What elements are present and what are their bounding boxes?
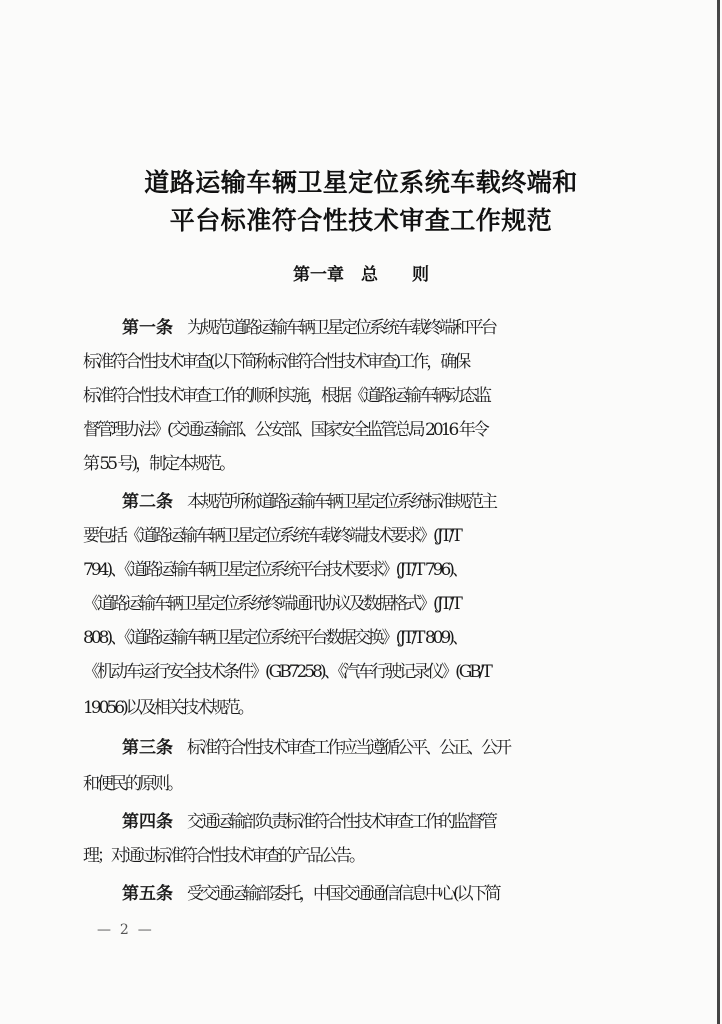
article-1-line-4: 督管理办法》(交通运输部、公安部、国家安全监管总局 2016 年令 (83, 420, 487, 440)
article-2-line-4: 《道路运输车辆卫星定位系统终端通讯协议及数据格式》(JT/T (83, 594, 460, 614)
article-4-label: 第四条 (122, 812, 173, 832)
scan-edge (717, 0, 720, 1024)
article-3-text: 标准符合性技术审查工作应当遵循公平、公正、公开 (173, 738, 509, 758)
article-3-line-1 (122, 738, 662, 758)
chapter-heading: 第一章 总 则 (293, 265, 429, 285)
article-5-line-1 (122, 884, 662, 904)
article-1-text: 为规范道路运输车辆卫星定位系统车载终端和平台 (173, 318, 495, 338)
document-title-line-1: 道路运输车辆卫星定位系统车载终端和 (144, 168, 578, 197)
article-1-line-5: 第 55 号)，制定本规范。 (83, 454, 234, 474)
article-2-line-5: 808)、《道路运输车辆卫星定位系统平台数据交换》(JT/T 809)、 (83, 628, 466, 648)
document-title-line-2: 平台标准符合性技术审查工作规范 (169, 206, 553, 235)
article-2-line-7: 19056)以及相关技术规范。 (83, 698, 252, 718)
article-4-line-2: 理；对通过标准符合性技术审查的产品公告。 (83, 846, 363, 866)
article-2-line-1 (122, 492, 662, 512)
article-1-label: 第一条 (122, 318, 173, 338)
article-2-line-2: 要包括《道路运输车辆卫星定位系统车载终端技术要求》(JT/T (83, 526, 460, 546)
article-4-text: 交通运输部负责标准符合性技术审查工作的监督管 (173, 812, 495, 832)
article-1-line-1 (122, 318, 662, 338)
article-1-line-2: 标准符合性技术审查(以下简称标准符合性技术审查)工作，确保 (83, 352, 469, 372)
article-3-line-2: 和便民的原则。 (83, 774, 181, 794)
article-2-label: 第二条 (122, 492, 173, 512)
page-number: — 2 — (97, 922, 152, 938)
article-1-line-3: 标准符合性技术审查工作的顺利实施，根据《道路运输车辆动态监 (83, 386, 489, 406)
article-5-text: 受交通运输部委托，中国交通通信信息中心(以下简 (173, 884, 499, 904)
article-2-line-3: 794)、《道路运输车辆卫星定位系统平台技术要求》(JT/T 796)、 (83, 560, 466, 580)
article-2-line-6: 《机动车运行安全技术条件》(GB7258)、《汽车行驶记录仪》(GB/T (83, 662, 490, 682)
article-4-line-1 (122, 812, 662, 832)
article-2-text: 本规范所称道路运输车辆卫星定位系统标准规范主 (173, 492, 495, 512)
article-3-label: 第三条 (122, 738, 173, 758)
article-5-label: 第五条 (122, 884, 173, 904)
